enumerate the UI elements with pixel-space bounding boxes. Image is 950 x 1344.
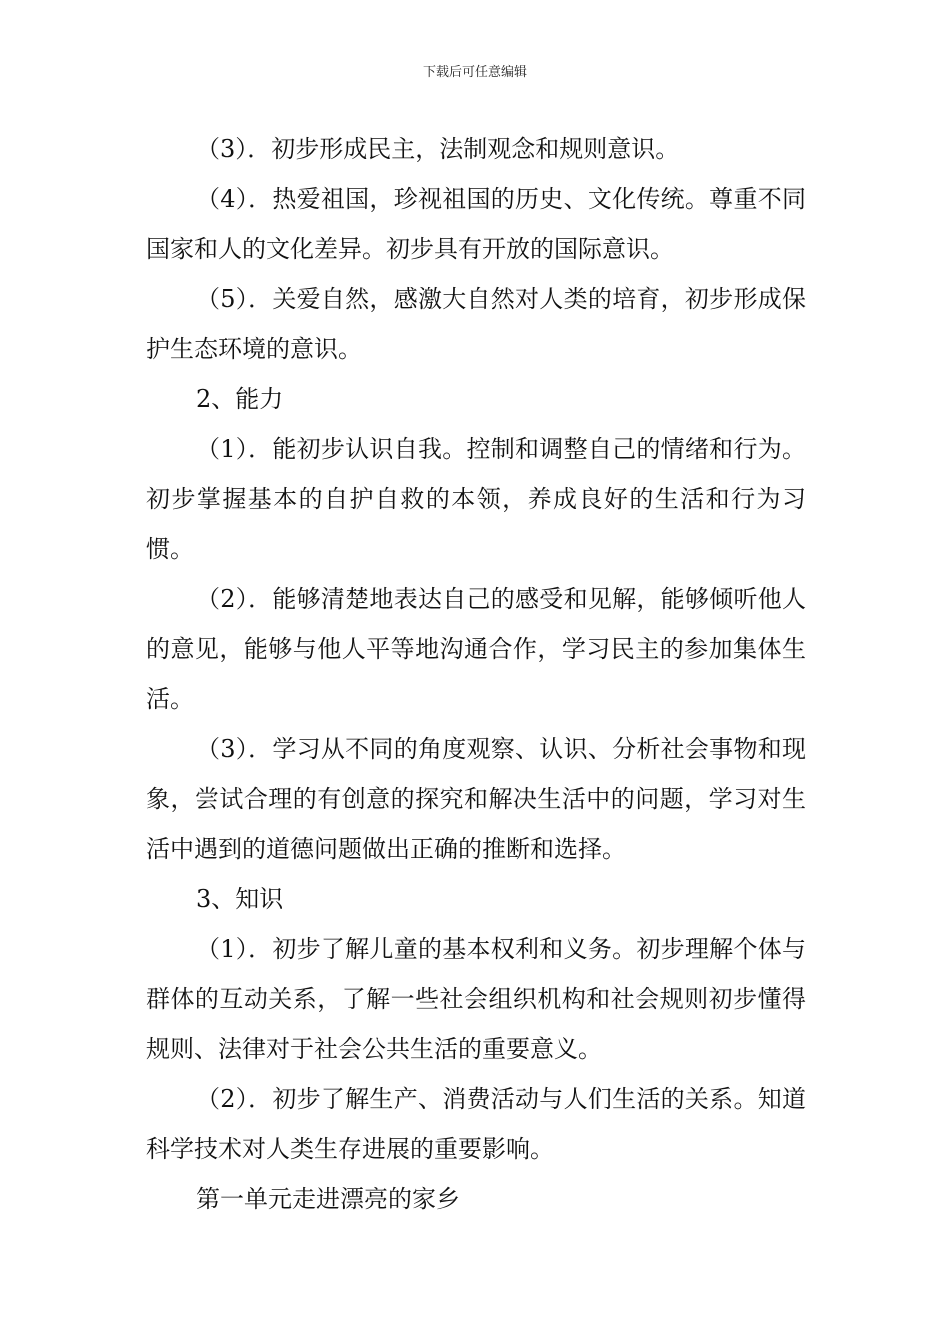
paragraph-knowledge-2: （2）．初步了解生产、消费活动与人们生活的关系。知道科学技术对人类生存进展的重要影响。 bbox=[146, 1085, 806, 1163]
section-heading-knowledge: 3、知识 bbox=[196, 885, 284, 913]
document-body bbox=[146, 124, 806, 1224]
unit-title: 第一单元走进漂亮的家乡 bbox=[196, 1185, 460, 1213]
paragraph-knowledge-1: （1）．初步了解儿童的基本权利和义务。初步理解个体与群体的互动关系，了解一些社会组织机构和社会规则初步懂得规则、法律对于社会公共生活的重要意义。 bbox=[146, 935, 806, 1063]
page-header-note: 下载后可任意编辑 bbox=[422, 65, 527, 80]
paragraph-ability-2: （2）．能够清楚地表达自己的感受和见解，能够倾听他人的意见，能够与他人平等地沟通合作，学习民主的参加集体生活。 bbox=[146, 585, 806, 713]
section-heading-ability: 2、能力 bbox=[196, 385, 284, 413]
paragraph-attitude-4: （4）．热爱祖国，珍视祖国的历史、文化传统。尊重不同国家和人的文化差异。初步具有开放的国际意识。 bbox=[146, 185, 806, 263]
paragraph-attitude-3: （3）．初步形成民主，法制观念和规则意识。 bbox=[196, 135, 680, 163]
paragraph-ability-1: （1）．能初步认识自我。控制和调整自己的情绪和行为。初步掌握基本的自护自救的本领，养成良好的生活和行为习惯。 bbox=[146, 435, 806, 563]
paragraph-ability-3: （3）．学习从不同的角度观察、认识、分析社会事物和现象，尝试合理的有创意的探究和解决生活中的问题，学习对生活中遇到的道德问题做出正确的推断和选择。 bbox=[146, 735, 806, 863]
paragraph-attitude-5: （5）．关爱自然，感激大自然对人类的培育，初步形成保护生态环境的意识。 bbox=[146, 285, 806, 363]
